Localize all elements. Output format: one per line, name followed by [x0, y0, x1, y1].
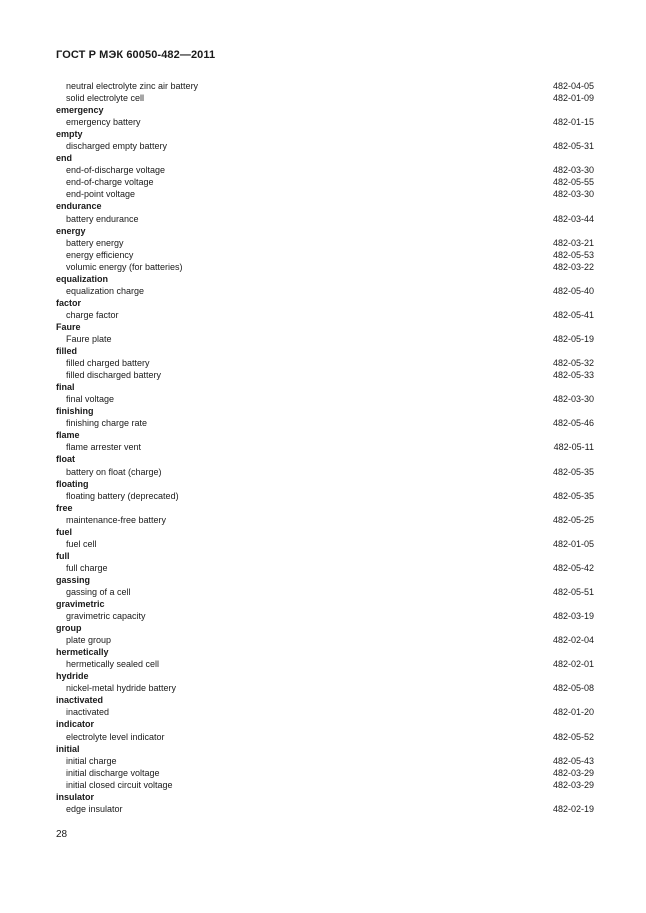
keyword-text: finishing: [56, 406, 94, 417]
entry-code: 482-05-52: [552, 731, 594, 742]
index-entry: [56, 586, 594, 598]
keyword-text: energy: [56, 225, 86, 236]
keyword-text: hermetically: [56, 647, 109, 658]
index-keyword: [56, 104, 594, 116]
keyword-text: full: [56, 550, 70, 561]
entry-code: 482-01-20: [552, 707, 594, 718]
index-entry: [56, 610, 594, 622]
keyword-text: emergency: [56, 105, 104, 116]
entry-code: 482-05-42: [552, 562, 594, 573]
term-index: [56, 80, 594, 815]
entry-term: battery energy: [66, 237, 124, 248]
entry-code: 482-03-19: [552, 611, 594, 622]
index-keyword: [56, 478, 594, 490]
entry-term: nickel-metal hydride battery: [66, 683, 177, 694]
entry-code: 482-05-51: [552, 586, 594, 597]
index-entry: [56, 249, 594, 261]
index-entry: [56, 767, 594, 779]
index-keyword: [56, 200, 594, 212]
index-keyword: [56, 297, 594, 309]
index-entry: [56, 803, 594, 815]
index-entry: [56, 441, 594, 453]
index-keyword: [56, 791, 594, 803]
index-entry: [56, 538, 594, 550]
entry-term: initial charge: [66, 755, 117, 766]
keyword-text: hydride: [56, 671, 89, 682]
entry-code: 482-05-31: [552, 141, 594, 152]
entry-code: 482-05-32: [552, 358, 594, 369]
index-keyword: [56, 321, 594, 333]
entry-code: 482-05-11: [553, 442, 594, 453]
index-keyword: [56, 128, 594, 140]
keyword-text: final: [56, 382, 75, 393]
index-keyword: [56, 273, 594, 285]
entry-code: 482-03-22: [552, 261, 594, 272]
index-entry: [56, 417, 594, 429]
entry-code: 482-05-19: [552, 333, 594, 344]
index-entry: [56, 80, 594, 92]
entry-term: final voltage: [66, 394, 115, 405]
entry-term: finishing charge rate: [66, 418, 148, 429]
entry-term: full charge: [66, 562, 108, 573]
index-entry: [56, 369, 594, 381]
index-keyword: [56, 453, 594, 465]
entry-code: 482-05-46: [552, 418, 594, 429]
index-entry: [56, 731, 594, 743]
keyword-text: free: [56, 502, 73, 513]
index-entry: [56, 140, 594, 152]
entry-term: battery on float (charge): [66, 466, 162, 477]
entry-term: edge insulator: [66, 803, 123, 814]
keyword-text: float: [56, 454, 75, 465]
index-entry: [56, 176, 594, 188]
index-entry: [56, 562, 594, 574]
index-entry: [56, 393, 594, 405]
entry-code: 482-02-19: [552, 803, 594, 814]
entry-code: 482-03-29: [552, 779, 594, 790]
entry-code: 482-02-01: [552, 659, 594, 670]
entry-code: 482-03-30: [552, 189, 594, 200]
entry-code: 482-01-05: [552, 538, 594, 549]
keyword-text: group: [56, 623, 82, 634]
keyword-text: Faure: [56, 321, 81, 332]
entry-code: 482-05-25: [552, 514, 594, 525]
index-keyword: [56, 694, 594, 706]
entry-term: plate group: [66, 635, 112, 646]
entry-term: volumic energy (for batteries): [66, 261, 183, 272]
index-entry: [56, 213, 594, 225]
entry-code: 482-05-08: [552, 683, 594, 694]
entry-code: 482-05-53: [552, 249, 594, 260]
index-keyword: [56, 550, 594, 562]
entry-term: floating battery (deprecated): [66, 490, 179, 501]
keyword-text: flame: [56, 430, 80, 441]
entry-term: initial discharge voltage: [66, 767, 160, 778]
entry-term: equalization charge: [66, 285, 145, 296]
index-keyword: [56, 429, 594, 441]
entry-term: filled charged battery: [66, 358, 150, 369]
entry-code: 482-03-30: [552, 165, 594, 176]
keyword-text: gravimetric: [56, 599, 105, 610]
entry-term: filled discharged battery: [66, 370, 162, 381]
entry-term: energy efficiency: [66, 249, 134, 260]
index-keyword: [56, 743, 594, 755]
entry-code: 482-05-55: [552, 177, 594, 188]
entry-term: flame arrester vent: [66, 442, 142, 453]
index-entry: [56, 658, 594, 670]
index-entry: [56, 333, 594, 345]
index-entry: [56, 237, 594, 249]
keyword-text: factor: [56, 297, 82, 308]
keyword-text: equalization: [56, 273, 109, 284]
index-entry: [56, 682, 594, 694]
entry-code: 482-01-15: [552, 117, 594, 128]
keyword-text: fuel: [56, 526, 73, 537]
entry-code: 482-05-35: [552, 490, 594, 501]
entry-term: hermetically sealed cell: [66, 659, 160, 670]
index-entry: [56, 706, 594, 718]
index-entry: [56, 490, 594, 502]
index-entry: [56, 261, 594, 273]
entry-code: 482-02-04: [552, 635, 594, 646]
index-entry: [56, 779, 594, 791]
keyword-text: end: [56, 153, 73, 164]
entry-term: solid electrolyte cell: [66, 93, 145, 104]
index-entry: [56, 116, 594, 128]
keyword-text: endurance: [56, 201, 102, 212]
entry-term: inactivated: [66, 707, 110, 718]
entry-code: 482-03-21: [552, 237, 594, 248]
entry-term: battery endurance: [66, 213, 139, 224]
index-keyword: [56, 345, 594, 357]
entry-term: end-of-charge voltage: [66, 177, 154, 188]
index-keyword: [56, 526, 594, 538]
entry-code: 482-05-35: [552, 466, 594, 477]
index-entry: [56, 164, 594, 176]
index-entry: [56, 755, 594, 767]
index-keyword: [56, 405, 594, 417]
entry-code: 482-03-30: [552, 394, 594, 405]
index-entry: [56, 634, 594, 646]
keyword-text: inactivated: [56, 695, 104, 706]
index-entry: [56, 285, 594, 297]
index-keyword: [56, 598, 594, 610]
keyword-text: empty: [56, 129, 83, 140]
entry-code: 482-01-09: [552, 93, 594, 104]
index-entry: [56, 357, 594, 369]
index-keyword: [56, 646, 594, 658]
entry-term: charge factor: [66, 309, 119, 320]
index-entry: [56, 309, 594, 321]
index-keyword: [56, 152, 594, 164]
entry-term: gassing of a cell: [66, 586, 131, 597]
entry-code: 482-05-40: [552, 285, 594, 296]
entry-code: 482-05-41: [552, 309, 594, 320]
entry-term: emergency battery: [66, 117, 141, 128]
keyword-text: indicator: [56, 719, 95, 730]
entry-term: end-point voltage: [66, 189, 136, 200]
entry-term: discharged empty battery: [66, 141, 168, 152]
page-number: 28: [56, 829, 68, 840]
keyword-text: insulator: [56, 791, 95, 802]
index-keyword: [56, 381, 594, 393]
entry-code: 482-03-29: [552, 767, 594, 778]
entry-term: Faure plate: [66, 333, 112, 344]
entry-term: maintenance-free battery: [66, 514, 167, 525]
index-keyword: [56, 622, 594, 634]
index-entry: [56, 92, 594, 104]
keyword-text: initial: [56, 743, 80, 754]
index-keyword: [56, 502, 594, 514]
entry-term: end-of-discharge voltage: [66, 165, 166, 176]
index-keyword: [56, 670, 594, 682]
index-keyword: [56, 225, 594, 237]
index-entry: [56, 514, 594, 526]
entry-code: 482-03-44: [552, 213, 594, 224]
index-keyword: [56, 574, 594, 586]
page-header: ГОСТ Р МЭК 60050-482—2011: [56, 49, 216, 61]
entry-term: neutral electrolyte zinc air battery: [66, 81, 199, 91]
entry-term: fuel cell: [66, 538, 97, 549]
index-keyword: [56, 718, 594, 730]
entry-term: initial closed circuit voltage: [66, 779, 173, 790]
index-entry: [56, 466, 594, 478]
entry-code: 482-05-43: [552, 755, 594, 766]
entry-code: 482-04-05: [552, 81, 594, 91]
keyword-text: filled: [56, 346, 78, 357]
index-entry: [56, 188, 594, 200]
keyword-text: gassing: [56, 574, 91, 585]
entry-term: gravimetric capacity: [66, 611, 146, 622]
entry-code: 482-05-33: [552, 370, 594, 381]
entry-term: electrolyte level indicator: [66, 731, 165, 742]
keyword-text: floating: [56, 478, 89, 489]
